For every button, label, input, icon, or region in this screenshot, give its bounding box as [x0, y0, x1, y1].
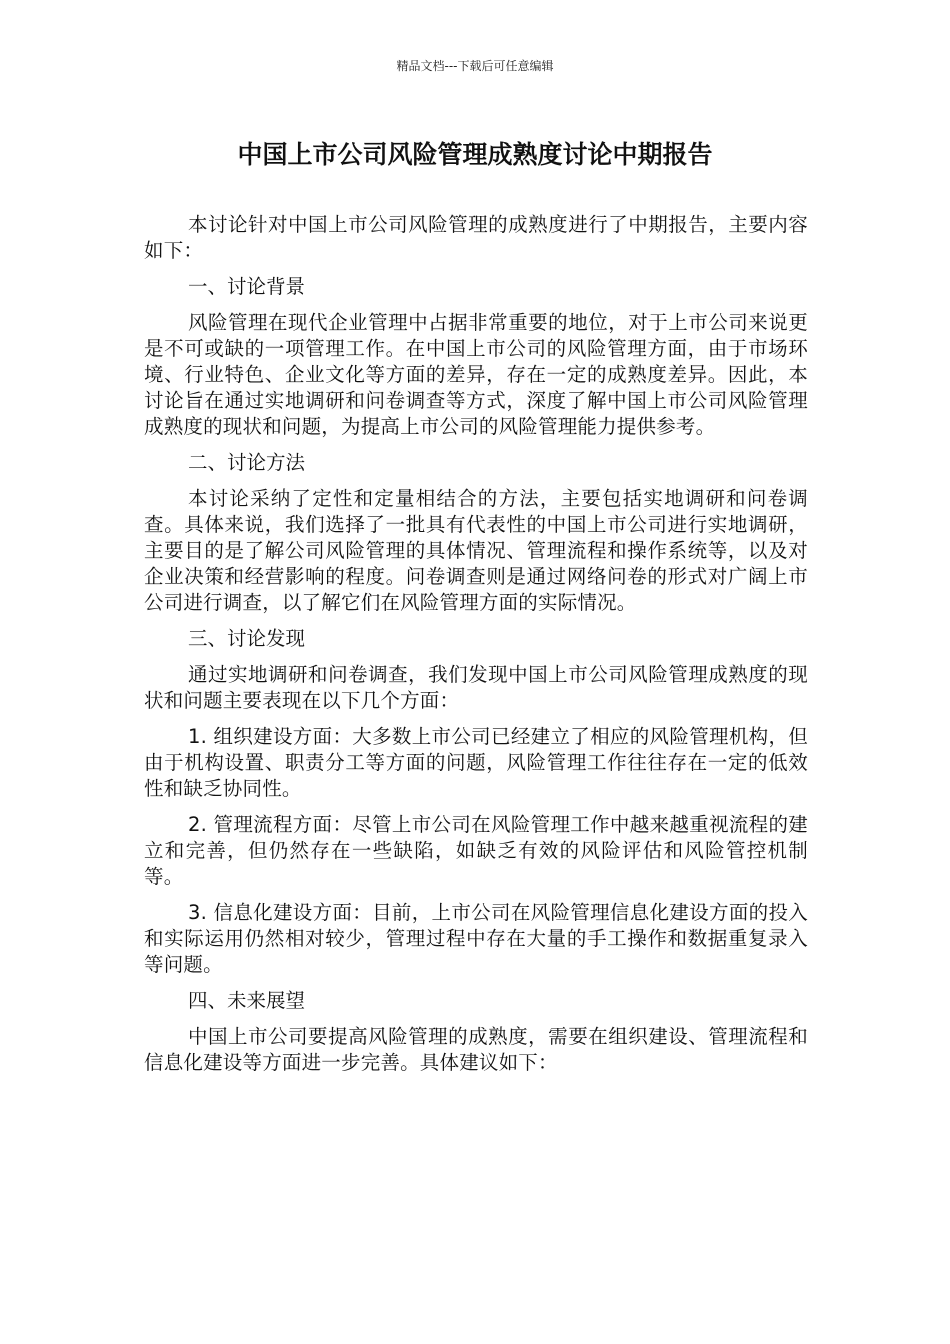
intro-paragraph: 本讨论针对中国上市公司风险管理的成熟度进行了中期报告，主要内容如下：	[144, 213, 808, 262]
findings-item-informatization: 3. 信息化建设方面：目前，上市公司在风险管理信息化建设方面的投入和实际运用仍然相对较少，管理过程中存在大量的手工操作和数据重复录入等问题。	[144, 901, 808, 976]
findings-item-process: 2. 管理流程方面：尽管上市公司在风险管理工作中越来越重视流程的建立和完善，但仍然存在一些缺陷，如缺乏有效的风险评估和风险管控机制等。	[144, 813, 808, 888]
page-header: 精品文档---下载后可任意编辑	[396, 59, 554, 73]
method-paragraph: 本讨论采纳了定性和定量相结合的方法，主要包括实地调研和问卷调查。具体来说，我们选择了一批具有代表性的中国上市公司进行实地调研，主要目的是了解公司风险管理的具体情况、管理流程和操作系统等，以及对企业决策和经营影响的程度。问卷调查则是通过网络问卷的形式对广阔上市公司进行调查，以了解它们在风险管理方面的实际情况。	[144, 487, 808, 614]
findings-item-organization: 1. 组织建设方面：大多数上市公司已经建立了相应的风险管理机构，但由于机构设置、职责分工等方面的问题，风险管理工作往往存在一定的低效性和缺乏协同性。	[144, 725, 808, 800]
section-heading-method: 二、讨论方法	[188, 451, 306, 474]
findings-paragraph: 通过实地调研和问卷调查，我们发现中国上市公司风险管理成熟度的现状和问题主要表现在以下几个方面：	[144, 663, 808, 712]
document-body	[144, 212, 808, 1086]
section-heading-outlook: 四、未来展望	[188, 989, 306, 1012]
section-heading-findings: 三、讨论发现	[188, 627, 306, 650]
outlook-paragraph: 中国上市公司要提高风险管理的成熟度，需要在组织建设、管理流程和信息化建设等方面进一步完善。具体建议如下：	[144, 1025, 808, 1074]
document-title: 中国上市公司风险管理成熟度讨论中期报告	[237, 140, 713, 169]
section-heading-background: 一、讨论背景	[188, 275, 306, 298]
background-paragraph: 风险管理在现代企业管理中占据非常重要的地位，对于上市公司来说更是不可或缺的一项管理工作。在中国上市公司的风险管理方面，由于市场环境、行业特色、企业文化等方面的差异，存在一定的成熟度差异。因此，本讨论旨在通过实地调研和问卷调查等方式，深度了解中国上市公司风险管理成熟度的现状和问题，为提高上市公司的风险管理能力提供参考。	[144, 311, 808, 438]
